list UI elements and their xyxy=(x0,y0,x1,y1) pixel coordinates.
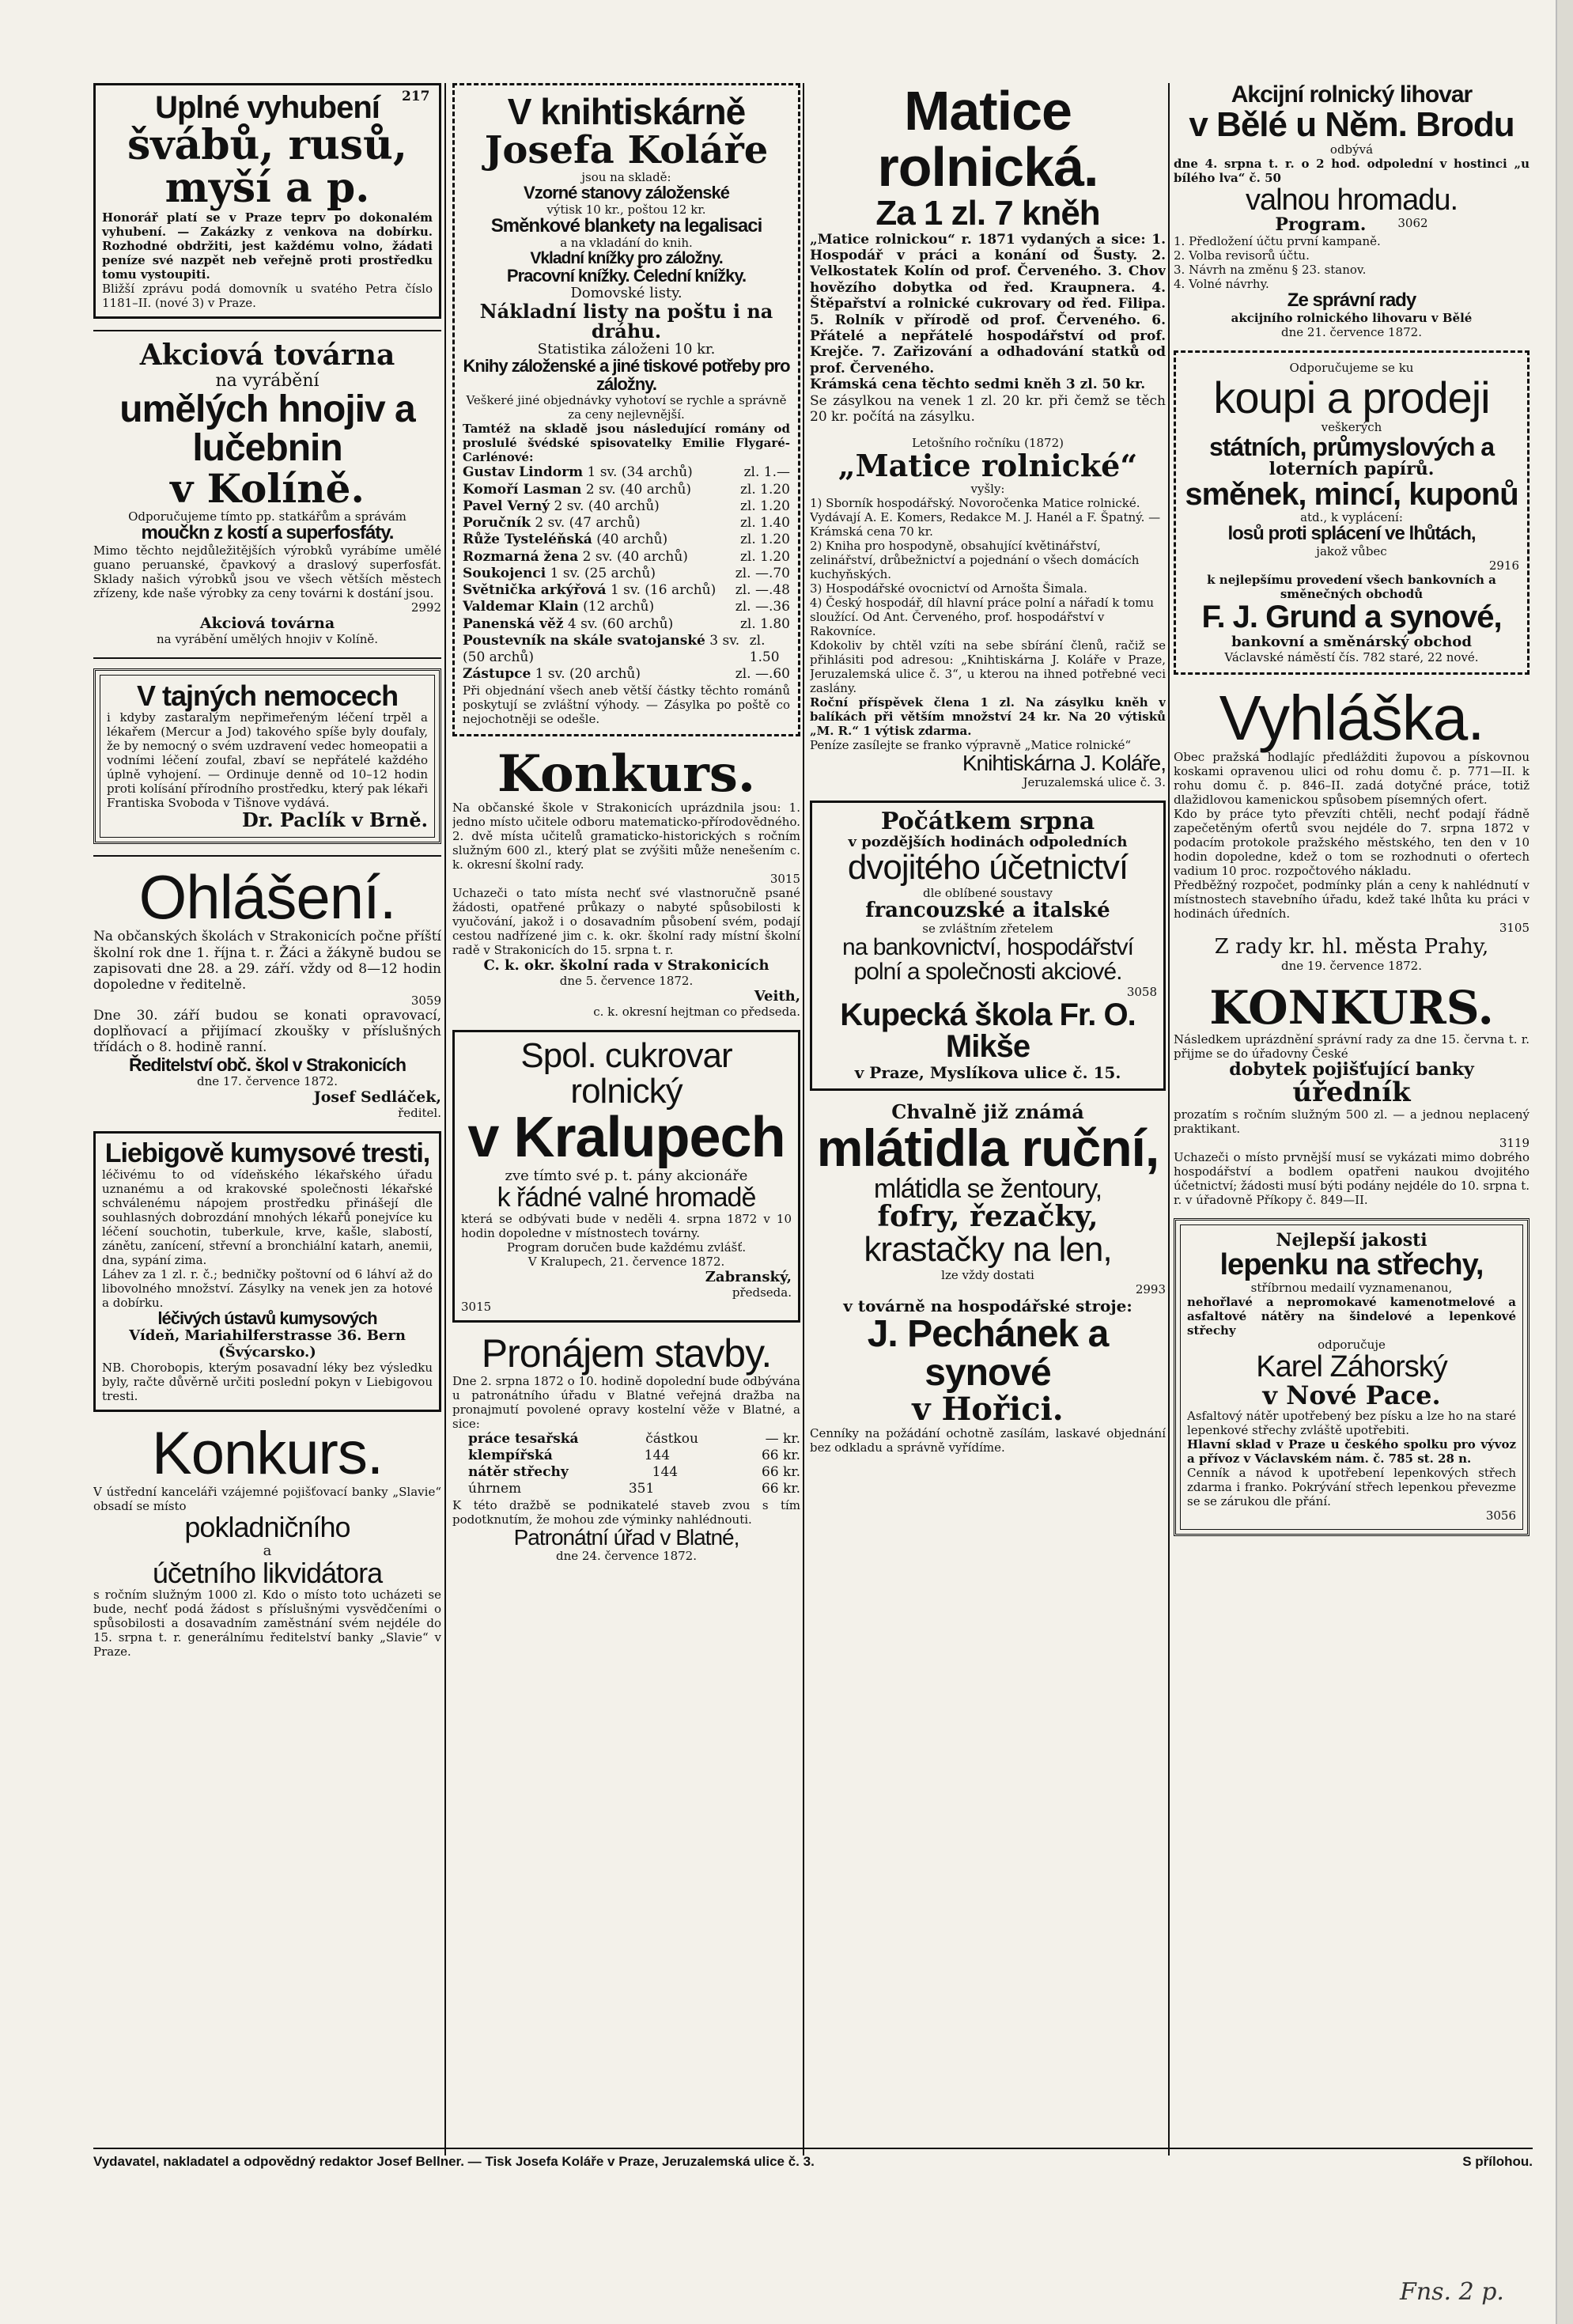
ad-heading: Akciová továrna xyxy=(139,338,395,372)
ad-text: Cenník a návod k upotřebení lepenkových střech zdarma i franko. Pokrývání střech lepenkou převezme se se zárukou dle přání. xyxy=(1187,1466,1516,1509)
ad-heading: umělých hnojiv a lučebnin xyxy=(119,388,415,469)
list-item: 2) Kniha pro hospodyně, obsahující květinářství, zelinářství, drůbežnictví a pojednání o všech domácích kuchyňských. xyxy=(810,539,1140,582)
book-title: Pavel Verný xyxy=(463,498,550,514)
ad-number: 3058 xyxy=(1126,984,1157,999)
divider xyxy=(93,855,441,857)
ad-number: 2916 xyxy=(1488,558,1519,573)
ad-text: Honorář platí se v Praze teprv po dokonalém vyhubení. — Zakázky z venkova na dobírku. Rozhodné obdržiti, jest každému volno, žádati peníze své nazpět neb veřejně proti prostředku tomu vystoupiti. xyxy=(102,210,433,282)
ad-heading: KONKURS. xyxy=(1209,981,1494,1035)
ad-text: vyšly: xyxy=(970,482,1005,497)
ad-heading: fofry, řezačky, xyxy=(877,1200,1098,1234)
ad-signature: Akciová továrna xyxy=(199,614,335,632)
book-title: Světnička arkýřová xyxy=(463,582,607,599)
cost-item: práce tesařská xyxy=(468,1430,579,1447)
ad-school-announcement xyxy=(93,861,441,1121)
book-title: Soukojenci xyxy=(463,565,546,581)
ad-text: Následkem uprázdnění správní rady za dne 15. června t. r. přijme se do úřadovny České xyxy=(1174,1032,1530,1062)
ad-subheading: Program. xyxy=(1275,214,1367,236)
ad-subheading: francouzské a italské xyxy=(865,899,1110,923)
ad-text: Předběžný rozpočet, podmínky plán a ceny k nahlédnutí v místnostech stavebního úřadu, kdež také lhůta ku práci v hodinách úředních. xyxy=(1174,878,1530,922)
book-price: zl. —.36 xyxy=(735,599,790,615)
ad-line: Vzorné stanovy záloženské xyxy=(524,183,729,203)
book-price: zl. 1.20 xyxy=(739,481,790,498)
book-price: zl. —.48 xyxy=(735,582,790,599)
book-volumes: 1 sv. (34 archů) xyxy=(587,464,693,481)
cost-amount: 144 xyxy=(652,1464,679,1481)
ad-text: Program doručen bude každému zvlášť. xyxy=(506,1240,747,1255)
ad-text: Při objednání všech aneb větší částky těchto románů poskytují se zvláštní výhody. — Zásylka po poště co nejochotněji se odešle. xyxy=(463,683,790,726)
book-volumes: 2 sv. (40 archů) xyxy=(582,548,688,565)
book-price: zl. 1.20 xyxy=(739,548,790,565)
ad-signature: Jeruzalemská ulice č. 3. xyxy=(1023,774,1166,789)
ad-heading: Josefa Koláře xyxy=(484,127,769,172)
ad-heading: V knihtiskárně xyxy=(507,91,746,132)
ad-address: Václavské náměstí čís. 782 staré, 22 nové. xyxy=(1224,649,1479,664)
ad-signature: předseda. xyxy=(732,1285,792,1300)
book-volumes: 2 sv. (47 archů) xyxy=(535,515,641,532)
list-item: 3) Hospodářské ovocnictví od Arnošta Šimala. xyxy=(810,581,1087,596)
ad-number: 3056 xyxy=(1485,1508,1516,1523)
book-title: Poustevník na skále svatojanské xyxy=(463,632,705,649)
book-volumes: 2 sv. (40 archů) xyxy=(585,481,692,498)
ad-text: Odporučujeme se ku xyxy=(1289,360,1414,375)
program-row xyxy=(1174,216,1530,234)
ad-heading: v Kralupech xyxy=(467,1106,785,1170)
ad-text: Mimo těchto nejdůležitějších výrobků vyrábíme umělé guano peruanské, čpavkový a draslový superfosfát. Sklady našich výrobků jsou ve všech větších městech zřízeny, kde naše výrobky za ceny továrni k dostání jsou. xyxy=(93,543,441,600)
ad-number: 3119 xyxy=(1499,1135,1530,1150)
book-title: Valdemar Klain xyxy=(463,599,579,615)
ad-heading: dvojitého účetnictví xyxy=(847,848,1129,888)
ad-heading: lepenku na střechy, xyxy=(1219,1248,1484,1282)
ad-date: V Kralupech, 21. července 1872. xyxy=(527,1254,725,1269)
ad-heading: Matice rolnická. xyxy=(877,83,1098,199)
column-rule xyxy=(444,83,446,2156)
cost-item: nátěr střechy xyxy=(468,1464,569,1481)
ad-heading: úředník xyxy=(1292,1077,1411,1109)
ad-heading: Kupecká škola Fr. O. Mikše xyxy=(840,997,1136,1065)
cost-kr: — kr. xyxy=(765,1430,800,1447)
ad-text: nehořlavé a nepromokavé kamenotmelové a asfaltové nátěry na šindelové a lepenkové střechy xyxy=(1187,1294,1516,1338)
ad-text: se zvláštním zřetelem xyxy=(922,922,1053,937)
book-volumes: 1 sv. (20 archů) xyxy=(535,666,641,683)
book-price: zl. 1.— xyxy=(743,464,790,481)
ad-signature: c. k. okresní hejtman co předseda. xyxy=(593,1004,800,1019)
ad-text: „Matice rolnickou“ r. 1871 vydaných a sice: 1. Hospodář v práci a konání od Šusty. 2. Velkostatek Kolín od prof. Červeného. 3. Chov hovězího dobytka od řed. Kraupnera. 4. Štěpařství a rolnické cukrovary od řed. Filipa. 5. Rolník v přírodě od prof. Červeného. 6. Přátelé a nepřátelé hospodářství od prof. Krejče. 7. Zařizování a odhadování statků od prof. Červeného. xyxy=(810,231,1166,377)
ad-subheading: Nejlepší jakosti xyxy=(1276,1229,1427,1251)
ad-heading: Počátkem srpna xyxy=(880,807,1095,835)
ad-signature: Knihtiskárna J. Koláře, xyxy=(962,751,1166,776)
cost-amount: částkou xyxy=(645,1430,698,1447)
book-price: zl. —.60 xyxy=(735,666,790,683)
ad-text: odporučuje xyxy=(1318,1337,1386,1352)
ad-text: Asfaltový nátěr upotřebený bez písku a lze ho na staré lepenkové střechy zvláště upotřebiti. xyxy=(1187,1409,1516,1438)
ad-text: V ústřední kanceláři vzájemné pojišťovací banky „Slavie“ obsadí se místo xyxy=(93,1484,441,1513)
page-edge xyxy=(1556,0,1573,2324)
book-title: Gustav Lindorm xyxy=(463,464,584,481)
ad-signature: ředitel. xyxy=(398,1106,441,1121)
ad-heading: „Matice rolnické“ xyxy=(838,448,1138,484)
ad-accounting-course xyxy=(810,801,1166,1091)
ad-text: Roční příspěvek člena 1 zl. Na zásylku kněh v balíkách při větším množství 24 kr. Na 20 výtisků „M. R.“ 1 výtisk zdarma. xyxy=(810,695,1166,739)
ad-heading: k řádné valné hromadě xyxy=(497,1182,756,1213)
ad-teacher-konkurs xyxy=(452,744,800,1019)
ad-text: výtisk 10 kr., poštou 12 kr. xyxy=(546,202,706,217)
cost-kr: 66 kr. xyxy=(761,1447,800,1463)
ad-text: Tamtéž na skladě jsou následující romány od proslulé švédské spisovatelky Emilie Flygaré-Carlénové: xyxy=(463,422,790,465)
ad-line: Směnkové blankety na legalisaci xyxy=(490,214,762,237)
column-3 xyxy=(810,83,1166,2158)
book-volumes: 4 sv. (60 archů) xyxy=(567,615,674,632)
ad-heading: Za 1 zl. 7 kněh xyxy=(875,193,1100,233)
ad-heading: V tajných nemocech xyxy=(136,679,399,712)
ad-text: Uchazeči o místo prvnější musí se vykázati mimo dobrého hospodářství a bodlem opatřeni naukou dvojitého účetnictví; žádosti musí býti podány nejdéle do 10. srpna t. r. v úřadovně Příkopy č. 849—II. xyxy=(1174,1149,1530,1207)
book-volumes: (12 archů) xyxy=(583,599,655,615)
ad-text: Krámská cena těchto sedmi kněh 3 zl. 50 kr. xyxy=(810,377,1146,393)
cost-kr: 66 kr. xyxy=(762,1464,800,1481)
cost-item: klempířská xyxy=(468,1447,553,1463)
ad-date: dne 5. července 1872. xyxy=(559,973,694,988)
ad-text: NB. Chorobopis, kterým posavadní léky bez výsledku byly, račte důvěrně určiti poslední pokyn v Liebigovou tresti. xyxy=(102,1361,433,1404)
ad-text: a xyxy=(263,1542,272,1559)
ad-subheading: na bankovnictví, hospodářství polní a společnosti akciové. xyxy=(842,934,1133,986)
ad-heading: Karel Záhorský xyxy=(1256,1349,1447,1383)
ad-heading: Pronájem stavby. xyxy=(481,1330,772,1376)
book-volumes: 1 sv. (25 archů) xyxy=(550,565,656,581)
ad-text: v továrně na hospodářské stroje: xyxy=(843,1296,1132,1316)
ad-threshers xyxy=(810,1102,1166,1455)
ad-heading: mlátidla se žentoury, xyxy=(873,1173,1102,1204)
ad-text: stříbrnou medailí vyznamenanou, xyxy=(1250,1280,1453,1295)
cost-amount: 144 xyxy=(644,1447,671,1463)
list-item: 1) Sborník hospodářský. Novoročenka Matice rolnické. Vydávají A. E. Komers, Redakce M. J. Hanél a F. Špatný. — Krámská cena 70 kr. xyxy=(810,496,1161,539)
cost-amount: 351 xyxy=(628,1481,655,1497)
ad-text: veškerých xyxy=(1321,419,1382,434)
ad-signature: Veith, xyxy=(754,987,800,1005)
ad-heading: účetního likvidátora xyxy=(152,1556,383,1589)
ad-heading: valnou hromadu. xyxy=(1245,184,1458,218)
ad-building-lease xyxy=(452,1330,800,1564)
ad-text: Odporučujeme tímto pp. statkářům a správám xyxy=(128,509,406,524)
cost-table xyxy=(452,1431,800,1498)
ad-heading: v Hořici. xyxy=(912,1390,1064,1428)
ad-text: Kdo by práce tyto převzíti chtěli, nechť podají řádně zapečetěným ofertů svou nejdéle do 7. srpna 1872 v podacím protokole pražského městského, ten den v 10 hodin dopoledne, kdež o tom se rozhodnuti o ofertech vadium 10 proc. rozpočtového nákladu. xyxy=(1174,807,1530,879)
ad-signature: Dr. Paclík v Brně. xyxy=(241,808,428,832)
ad-text: Se zásylkou na venek 1 zl. 20 kr. při čemž se těch 20 kr. počítá na zásylku. xyxy=(810,392,1166,425)
ad-heading: Liebigově kumysové tresti, xyxy=(104,1138,430,1169)
ad-matice-rolnicka xyxy=(810,83,1166,425)
ad-number: 3059 xyxy=(410,993,441,1008)
cost-item: úhrnem xyxy=(468,1481,522,1497)
book-title: Rozmarná žena xyxy=(463,548,579,565)
ad-line: Vkladní knížky pro záložny. xyxy=(530,249,723,268)
ad-heading: Ohlášení. xyxy=(138,861,396,932)
ad-date: dne 19. července 1872. xyxy=(1281,959,1422,974)
ad-text: která se odbývati bude v neděli 4. srpna 1872 v 10 hodin dopoledne v místnostech továrny. xyxy=(461,1211,792,1240)
ad-text: bankovní a směnárský obchod xyxy=(1231,633,1472,650)
ad-signature: Ředitelství obč. škol v Strakonicích xyxy=(128,1054,406,1075)
ad-signature: Josef Sedláček, xyxy=(313,1088,441,1107)
book-price: zl. 1.50 xyxy=(749,632,780,666)
column-rule xyxy=(1168,83,1170,2156)
ad-heading: státních, průmyslových a xyxy=(1208,432,1495,461)
ad-text: dne 4. srpna t. r. o 2 hod. odpolední v hostinci „u bílého lva“ č. 50 xyxy=(1174,157,1530,186)
ad-matice-1872 xyxy=(810,436,1166,789)
ad-heading: myší a p. xyxy=(164,164,370,213)
ad-insurance-konkurs xyxy=(1174,981,1530,1207)
ad-bank-grund xyxy=(1174,350,1530,675)
ad-line: Domovské listy. xyxy=(570,285,683,302)
book-title: Zástupce xyxy=(463,666,531,683)
ad-text: s ročním služným 1000 zl. Kdo o místo toto ucházeti se bude, nechť podá žádost s příslušnými vysvědčeními o spůsobilosti a dosavadním zaměstnání svém nejdéle do 15. srpna t. r. generálnímu ředitelství banky „Slavie“ v Praze. xyxy=(93,1588,441,1660)
ad-number: 2992 xyxy=(410,600,441,615)
ad-text: zve tímto své p. t. pány akcionáře xyxy=(505,1167,748,1184)
book-title: Poručník xyxy=(463,515,531,532)
book-price: zl. 1.20 xyxy=(739,498,790,514)
ad-date: dne 17. července 1872. xyxy=(197,1074,338,1089)
ad-signature: Zabranský, xyxy=(705,1268,792,1285)
column-4 xyxy=(1174,83,1530,2158)
ad-text: k nejlepšímu provedení všech bankovních a směnečných obchodů xyxy=(1207,572,1496,601)
ad-text: a na vkladání do knih. xyxy=(560,236,693,251)
book-price: zl. —.70 xyxy=(735,565,790,581)
divider xyxy=(93,330,441,331)
ad-text: odbývá xyxy=(1329,142,1374,157)
book-volumes: 3 sv. (50 archů) xyxy=(463,632,740,666)
ad-line: Statistika záloženi 10 kr. xyxy=(537,341,716,358)
book-title: Růže Tysteléňská xyxy=(463,532,592,548)
ad-number: 2993 xyxy=(1135,1282,1166,1297)
ad-text: Dne 30. září budou se konati opravovací, doplňovací a přijímací zkoušky v příslušných třídách o 8. hodině ranní. xyxy=(93,1007,441,1056)
ad-city-notice xyxy=(1174,682,1530,974)
book-title: Panenská věž xyxy=(463,615,564,632)
divider xyxy=(93,657,441,659)
book-volumes: 2 sv. (40 archů) xyxy=(554,498,660,514)
ad-number: 3062 xyxy=(1397,216,1428,231)
ad-text: lze vždy dostati xyxy=(941,1268,1034,1283)
ad-signature: C. k. okr. školní rada v Strakonicích xyxy=(483,956,769,974)
ad-line: Nákladní listy na poštu i na dráhu. xyxy=(479,300,773,343)
ad-fertilizer-factory xyxy=(93,338,441,646)
ad-date: dne 24. července 1872. xyxy=(556,1549,697,1564)
ad-signature: Ze správní rady xyxy=(1287,290,1416,312)
ad-text: Obec pražská hodlajíc předlážditi župovou a pískovnou koskami opravenou ulici od rohu domu č. p. 771—II. k rohu domu č. p. 846–II. zadá dotyčné práce, totiž dlažidlovou kamenickou spůsobem písemných ofert. xyxy=(1174,750,1530,808)
ad-number: 3015 xyxy=(461,1299,492,1314)
ad-text: K této dražbě se podnikatelé staveb zvou s tím podotknutím, že mohou zde výminky nahlédnouti. xyxy=(452,1497,800,1527)
ad-line: Knihy záloženské a jiné tiskové potřeby pro záložny. xyxy=(463,356,790,394)
ad-text: Cenníky na požádání ochotně zasílám, laskavé objednání bez odkladu a správně vyřídíme. xyxy=(810,1425,1166,1455)
ad-text: Na občanských školách v Strakonicích počne příští školní rok dne 1. října t. r. Žáci a žákyně budou se zapisovati dne 28. a 29. září. vždy od 8—12 hodin dopoledne v ředitelně. xyxy=(93,929,441,994)
ad-heading: Konkurs. xyxy=(497,744,756,804)
ad-text: Láhev za 1 zl. r. č.; bedničky poštovní od 6 láhví až do libovolného množství. Zásylky na venek jen za hotové a dobírku. xyxy=(102,1266,433,1310)
ad-subheading: na vyrábění xyxy=(215,370,320,391)
ad-text: Hlavní sklad v Praze u českého spolku pro vývoz a přívoz v Václavském nám. č. 785 st. 28 n. xyxy=(1187,1437,1516,1467)
imprint-footer xyxy=(93,2148,1533,2170)
ad-text: prozatím s ročním služným 500 zl. — a jednou neplacený praktikant. xyxy=(1174,1107,1530,1136)
ad-subheading: losů proti splácení ve lhůtách, xyxy=(1227,523,1476,545)
ad-sugar-refinery xyxy=(452,1030,800,1323)
ad-liebig-kumys xyxy=(93,1131,441,1412)
ad-text: atd., k vyplácení: xyxy=(1300,510,1403,525)
ad-heading: koupi a prodeji xyxy=(1213,372,1490,422)
ad-heading: v Bělé u Něm. Brodu xyxy=(1189,104,1514,144)
ad-subheading: dobytek pojišťující banky xyxy=(1229,1059,1474,1081)
ad-subheading: loterních papírů. xyxy=(1269,458,1435,479)
ad-heading: F. J. Grund a synové, xyxy=(1201,599,1502,634)
ad-text: Bližší zprávu podá domovník u svatého Petra číslo 1181–II. (nové 3) v Praze. xyxy=(102,281,433,310)
ad-distillery xyxy=(1174,83,1530,339)
book-volumes: 1 sv. (16 archů) xyxy=(610,582,717,599)
ad-number: 3105 xyxy=(1499,921,1530,936)
ad-secret-diseases xyxy=(93,668,441,844)
archive-stamp: Fns. 2 p. xyxy=(1400,2278,1504,2306)
ad-signature: Z rady kr. hl. města Prahy, xyxy=(1214,935,1489,960)
book-volumes: (40 archů) xyxy=(596,532,668,548)
ad-text: léčivému to od vídeňského lékařského úřadu uznanému a od krakovské společnosti lékařské schválenému nápojem prostředku přinášejí dle souhlasných dobrozdání mnohých lékařů ponejvíce ku léčení souchotin, tuberkule, krve, kašle, slabostí, zánětu, zanícení, střevní a bronchiální katarh, anemii, dna, sypání zima. xyxy=(102,1167,433,1267)
ad-text: Dne 2. srpna 1872 o 10. hodině dopolední bude odbývána u patronátního úřadu v Blatné veřejná dražba na pronajmutí povolené opravy kostelní věže v Blatné, a sice: xyxy=(452,1373,800,1431)
ad-number: 3015 xyxy=(769,871,800,886)
ad-print-shop xyxy=(452,83,800,736)
ad-signature: na vyrábění umělých hnojiv v Kolíně. xyxy=(156,631,379,646)
book-title: Komoří Lasman xyxy=(463,481,582,498)
ad-text: i kdyby zastaralým nepřimeřeným léčení trpěl a lékařem (Mercur a Jod) takového spíše byly doufaly, že by nemocný o svém uzdravení vedec homeopatii a vodními léčení zoufal, zbaví se nepřátelé každého úplně vyhojení. — Ordinuje denně od 10–12 hodin proti kolísání přírodního prostředku, který pak lékaři Frantiska Svoboda v Tišnove vydává. xyxy=(107,710,428,811)
ad-text: Uchazeči o tato místa nechť své vlastnoručně psané žádosti, opatřené průkazy o nabyté spůsobilosti k vyučování, jakož i o dosavadním působení svém, podají cestou nadřízené jim c. k. okr. školní rady místní školní radě v Strakonicích do 15. srpna t. r. xyxy=(452,885,800,957)
page-number: 217 xyxy=(402,89,430,104)
ad-heading: J. Pechánek a synové xyxy=(867,1313,1109,1395)
ad-heading: švábů, rusů, xyxy=(127,120,407,169)
supplement-note: S přílohou. xyxy=(1462,2154,1533,2169)
book-price: zl. 1.20 xyxy=(739,532,790,548)
ad-text: Na občanské škole v Strakonicích uprázdnila jsou: 1. jedno místo učitele odboru matematicko-přírodovědného. 2. dvě místa učitelů gramaticko-historických s ročním služným 600 zl., který plat se zvýšiti může nenešením c. k. okresní školní rady. xyxy=(452,800,800,872)
list-item: 2. Volba revisorů účtu. xyxy=(1174,248,1310,263)
list-item: 4. Volné návrhy. xyxy=(1174,277,1269,292)
ad-signature: akcijního rolnického lihovaru v Bělé xyxy=(1231,310,1473,325)
ad-address: Vídeň, Mariahilferstrasse 36. Bern (Švýcarsko.) xyxy=(129,1327,406,1361)
ad-text: v pozdějších hodinách odpoledních xyxy=(848,834,1128,851)
ad-subheading: Chvalně již známá xyxy=(891,1100,1084,1124)
book-list xyxy=(463,464,790,683)
ad-heading: Konkurs. xyxy=(152,1420,383,1488)
ad-text: Letošního ročníku (1872) xyxy=(912,436,1064,451)
ad-heading: v Nové Pace. xyxy=(1262,1380,1441,1410)
ad-heading: mlátidla ruční, xyxy=(816,1118,1159,1178)
column-2 xyxy=(452,83,800,2158)
list-item: 1. Předložení účtu první kampaně. xyxy=(1174,234,1381,249)
ad-text: Peníze zasílejte se franko výpravně „Matice rolnické“ xyxy=(810,738,1132,753)
imprint-text: Vydavatel, nakladatel a odpovědný redaktor Josef Bellner. — Tisk Josefa Koláře v Praze, Jeruzalemská ulice č. 3. xyxy=(93,2154,815,2169)
cost-kr: 66 kr. xyxy=(761,1481,800,1497)
ad-roofing-felt xyxy=(1174,1218,1530,1536)
ad-text: jsou na skladě: xyxy=(581,170,671,185)
ad-heading: směnek, mincí, kuponů xyxy=(1185,476,1518,512)
ad-heading: Vyhláška. xyxy=(1219,682,1484,753)
ad-text: jakož vůbec xyxy=(1316,543,1387,558)
ad-heading: Spol. cukrovar rolnický xyxy=(520,1035,732,1111)
ad-line: Pracovní knížky. Čelední knížky. xyxy=(506,265,747,286)
ad-text: Kdokoliv by chtěl vzíti na sebe sbírání členů, račiž se přihlásiti pod adresou: „Knihtiskárna J. Koláře v Praze, Jeruzalemská ulice č. 3“, u kterou na ihned potřebné veci zaslány. xyxy=(810,638,1166,696)
ad-subheading: léčivých ústavů kumysových xyxy=(157,1308,377,1328)
ad-text: Veškeré jiné objednávky vyhotoví se rychle a správně za ceny nejlevnější. xyxy=(466,393,787,422)
ad-text: dle oblíbené soustavy xyxy=(922,886,1053,901)
book-price: zl. 1.80 xyxy=(739,615,790,632)
ad-heading: krastačky na len, xyxy=(864,1230,1112,1270)
ad-heading: Uplné vyhubení xyxy=(155,90,380,125)
ad-subheading: moučkn z kostí a superfosfáty. xyxy=(141,522,394,544)
ad-vermin xyxy=(93,83,441,319)
column-1 xyxy=(93,83,441,2158)
ad-heading: Akcijní rolnický lihovar xyxy=(1231,83,1473,108)
ad-slavie-konkurs xyxy=(93,1420,441,1660)
book-price: zl. 1.40 xyxy=(739,515,790,532)
list-item: 3. Návrh na změnu § 23. stanov. xyxy=(1174,263,1367,278)
ad-heading: v Kolíně. xyxy=(170,464,365,512)
column-rule xyxy=(803,83,804,2156)
ad-address: v Praze, Myslíkova ulice č. 15. xyxy=(854,1063,1121,1083)
list-item: 4) Český hospodář, díl hlavní práce polní a nářadí k tomu sloužící. Od Ant. Červeného, prof. hospodářství v Rakovníce. xyxy=(810,596,1155,639)
ad-signature: Patronátní úřad v Blatné, xyxy=(513,1524,739,1550)
ad-heading: pokladničního xyxy=(184,1510,350,1543)
ad-date: dne 21. července 1872. xyxy=(1281,324,1422,339)
